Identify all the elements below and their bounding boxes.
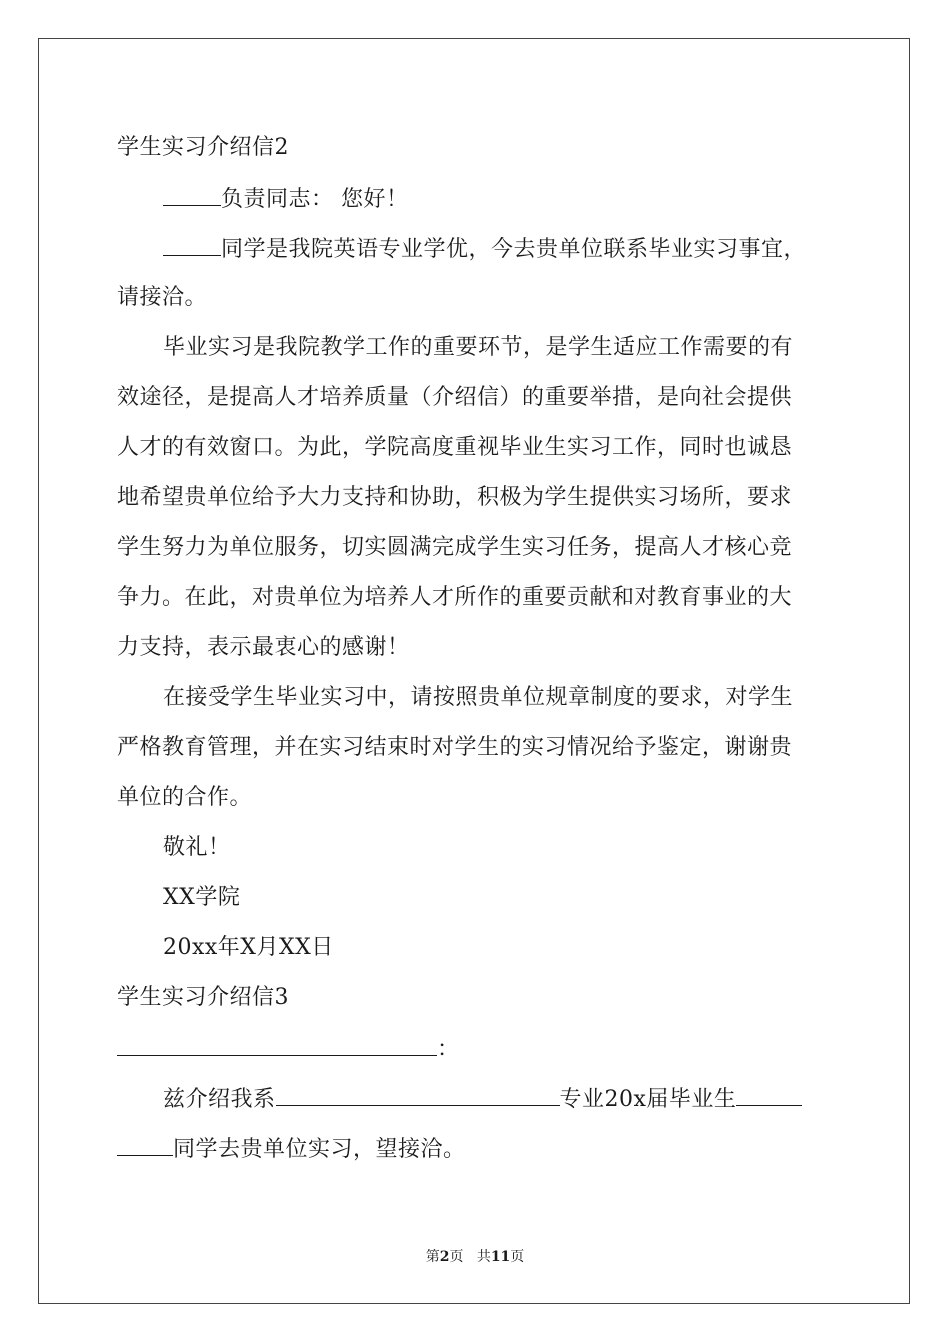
department-blank: [276, 1083, 560, 1106]
letter2-p3-line2: 严格教育管理，并在实习结束时对学生的实习情况给予鉴定，谢谢贵: [117, 735, 793, 760]
letter2-title: 学生实习介绍信2: [117, 135, 289, 160]
letter3-body-intro: 兹介绍我系: [163, 1087, 276, 1112]
letter2-closing: 敬礼！: [163, 835, 231, 860]
total-pages: 11: [490, 1249, 511, 1265]
letter2-p1-text: 同学是我院英语专业学优，今去贵单位联系毕业实习事宜，: [221, 237, 807, 262]
letter2-p2-line2: 效途径，是提高人才培养质量（介绍信）的重要举措，是向社会提供: [117, 385, 793, 410]
total-prefix: 共: [476, 1249, 491, 1265]
letter2-p2-line4: 地希望贵单位给予大力支持和协助，积极为学生提供实习场所，要求: [117, 485, 793, 510]
page-number: 2: [439, 1249, 450, 1265]
letter3-body-line2: [117, 1133, 466, 1165]
letter3-addressee-line: [117, 1033, 460, 1065]
letter2-p2-line7: 力支持，表示最衷心的感谢！: [117, 635, 410, 660]
student-name-blank: [163, 233, 221, 256]
recipient-blank: [163, 183, 221, 206]
letter2-salutation: 负责同志： 您好！: [221, 187, 409, 212]
letter3-body-line1: [163, 1083, 802, 1115]
page-prefix: 第: [425, 1249, 440, 1265]
letter3-body-text: 同学去贵单位实习，望接洽。: [173, 1137, 466, 1162]
page-suffix: 页: [449, 1249, 464, 1265]
letter2-salutation-line: [163, 183, 409, 215]
letter2-p3-line3: 单位的合作。: [117, 785, 253, 810]
letter2-institution: XX学院: [163, 885, 241, 910]
addressee-blank: [117, 1033, 437, 1056]
letter2-date: 20xx年X月XX日: [163, 935, 334, 960]
letter2-p2-line1: 毕业实习是我院教学工作的重要环节，是学生适应工作需要的有: [163, 335, 794, 360]
letter2-p2-line3: 人才的有效窗口。为此，学院高度重视毕业生实习工作，同时也诚恳: [117, 435, 793, 460]
letter3-addressee-colon: ：: [437, 1037, 460, 1062]
page-footer: [0, 1248, 950, 1266]
letter2-p3-line1: 在接受学生毕业实习中，请按照贵单位规章制度的要求，对学生: [163, 685, 794, 710]
letter3-title: 学生实习介绍信3: [117, 985, 289, 1010]
graduate-name-blank-1: [736, 1083, 802, 1106]
letter2-p1-line1: [163, 233, 806, 265]
total-suffix: 页: [510, 1249, 525, 1265]
letter2-p2-line6: 争力。在此，对贵单位为培养人才所作的重要贡献和对教育事业的大: [117, 585, 793, 610]
graduate-name-blank-2: [117, 1133, 173, 1156]
letter3-body-major: 专业20x届毕业生: [559, 1087, 737, 1112]
letter2-p2-line5: 学生努力为单位服务，切实圆满完成学生实习任务，提高人才核心竞: [117, 535, 793, 560]
letter2-p1-line2: 请接洽。: [117, 285, 208, 310]
